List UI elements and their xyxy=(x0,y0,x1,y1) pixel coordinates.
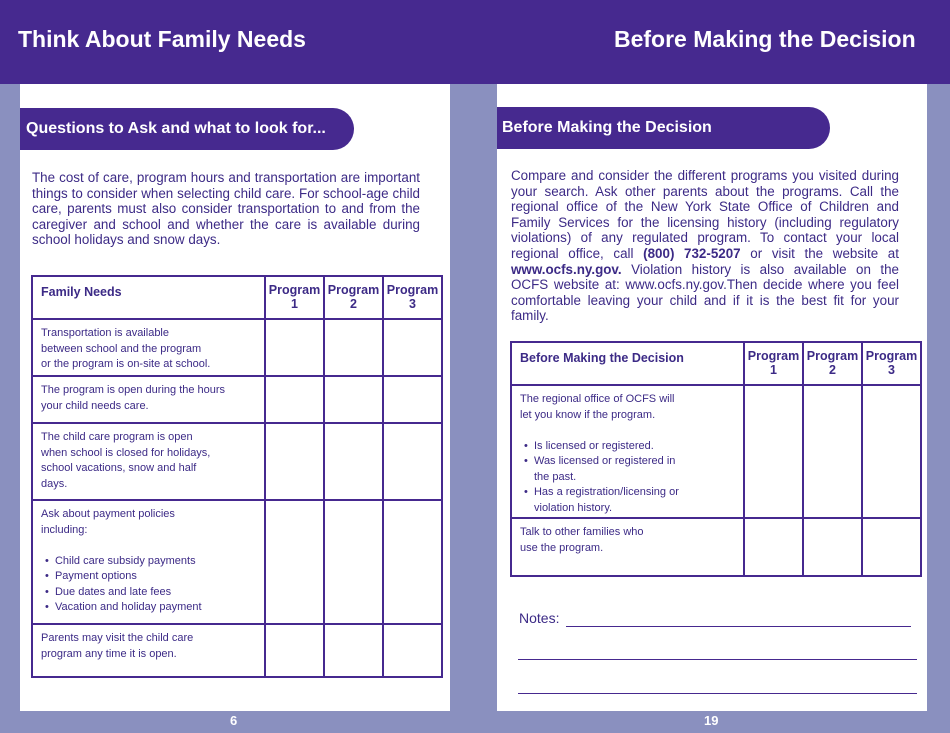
spacer xyxy=(520,423,735,439)
left-page-number: 6 xyxy=(230,713,238,728)
bullet-item: • Has a registration/licensing or violation history. xyxy=(524,486,679,514)
program-3-cell[interactable] xyxy=(862,385,921,518)
phone-number: (800) 732-5207 xyxy=(643,245,741,261)
program-3-cell[interactable] xyxy=(383,423,442,500)
program-2-cell[interactable] xyxy=(324,500,383,624)
table-row xyxy=(32,319,442,376)
bullet-item: • Was licensed or registered in the past. xyxy=(524,455,676,483)
bullet-item: • Vacation and holiday payment xyxy=(45,601,202,613)
notes-line[interactable] xyxy=(518,659,917,660)
program-1-cell[interactable] xyxy=(265,376,324,423)
row-line: including: xyxy=(41,523,88,536)
column-header-before-decision: Before Making the Decision xyxy=(511,342,744,385)
table-row xyxy=(32,624,442,677)
program-2-cell[interactable] xyxy=(324,376,383,423)
notes-label: Notes: xyxy=(519,610,560,626)
program-1-cell[interactable] xyxy=(744,385,803,518)
row-description xyxy=(32,423,265,500)
program-2-cell[interactable] xyxy=(324,624,383,677)
row-line: between school and the program xyxy=(41,342,202,355)
table-row xyxy=(32,500,442,624)
column-header-program-3: Program 3 xyxy=(862,342,921,385)
row-line: Ask about payment policies xyxy=(41,508,175,520)
decision-table xyxy=(510,341,922,577)
family-needs-table xyxy=(31,275,443,678)
row-line: The child care program is open xyxy=(41,431,193,443)
row-line: your child needs care. xyxy=(41,399,149,412)
row-line: days. xyxy=(41,477,68,490)
program-2-cell[interactable] xyxy=(803,518,862,576)
program-1-cell[interactable] xyxy=(265,423,324,500)
column-header-program-1: Program 1 xyxy=(265,276,324,319)
header-band xyxy=(0,0,950,84)
row-line: when school is closed for holidays, xyxy=(41,446,211,459)
right-intro-text: Compare and consider the different programs you visited during your search. Ask other parents about the programs. Call the regional office of the New York State Office of Children and Family Services for the licensing history (including regulatory violations) of any regulated program. To contact your local regional office, call (800) 732-5207 or visit the website at www.ocfs.ny.gov. Violation history is also available on the OCFS website at: www.ocfs.ny.gov.Then decide where you feel comfortable leaving your child and if it is the best fit for your family. xyxy=(511,168,899,324)
program-1-cell[interactable] xyxy=(744,518,803,576)
program-3-cell[interactable] xyxy=(383,319,442,376)
program-3-cell[interactable] xyxy=(383,376,442,423)
notes-line[interactable] xyxy=(566,626,911,627)
bullet-item: • Due dates and late fees xyxy=(45,585,172,598)
row-line: program any time it is open. xyxy=(41,647,177,660)
right-page-number: 19 xyxy=(704,713,719,728)
table-header-row xyxy=(511,342,921,385)
row-description xyxy=(32,376,265,423)
notes-line[interactable] xyxy=(518,693,917,694)
left-page-title: Think About Family Needs xyxy=(18,26,306,52)
right-page-title: Before Making the Decision xyxy=(614,26,916,52)
column-header-program-3: Program 3 xyxy=(383,276,442,319)
column-header-family-needs: Family Needs xyxy=(32,276,265,319)
column-header-program-2: Program 2 xyxy=(803,342,862,385)
row-line: or the program is on-site at school. xyxy=(41,358,211,370)
row-line: Parents may visit the child care xyxy=(41,632,194,644)
row-line: Talk to other families who xyxy=(520,526,644,538)
left-intro-text: The cost of care, program hours and transportation are important things to consider when selecting child care. For school-age child care, parents must also consider transportation to and from the caregiver and school and whether the care is available during school holidays and snow days. xyxy=(32,170,420,248)
table-row xyxy=(32,423,442,500)
left-section-title: Questions to Ask and what to look for... xyxy=(20,108,354,150)
row-line: school vacations, snow and half xyxy=(41,462,197,474)
table-header-row xyxy=(32,276,442,319)
table-row xyxy=(511,518,921,576)
right-section-title: Before Making the Decision xyxy=(497,107,830,149)
bullet-item: • Payment options xyxy=(45,570,137,582)
row-description xyxy=(32,319,265,376)
program-1-cell[interactable] xyxy=(265,624,324,677)
bullet-item: • Is licensed or registered. xyxy=(524,439,654,452)
row-description xyxy=(511,385,744,518)
row-line: Transportation is available xyxy=(41,327,169,339)
row-line: The regional office of OCFS will xyxy=(520,393,675,405)
program-1-cell[interactable] xyxy=(265,500,324,624)
column-header-program-1: Program 1 xyxy=(744,342,803,385)
row-description xyxy=(511,518,744,576)
program-3-cell[interactable] xyxy=(383,624,442,677)
row-description xyxy=(32,500,265,624)
row-line: The program is open during the hours xyxy=(41,384,226,396)
table-row xyxy=(32,376,442,423)
program-3-cell[interactable] xyxy=(862,518,921,576)
program-1-cell[interactable] xyxy=(265,319,324,376)
row-line: let you know if the program. xyxy=(520,408,656,421)
program-2-cell[interactable] xyxy=(324,423,383,500)
column-header-program-2: Program 2 xyxy=(324,276,383,319)
program-2-cell[interactable] xyxy=(803,385,862,518)
row-line: use the program. xyxy=(520,541,604,554)
spacer xyxy=(41,538,256,554)
bullet-item: • Child care subsidy payments xyxy=(45,554,196,567)
program-3-cell[interactable] xyxy=(383,500,442,624)
table-row xyxy=(511,385,921,518)
website-link[interactable]: www.ocfs.ny.gov. xyxy=(511,261,622,277)
program-2-cell[interactable] xyxy=(324,319,383,376)
row-description xyxy=(32,624,265,677)
